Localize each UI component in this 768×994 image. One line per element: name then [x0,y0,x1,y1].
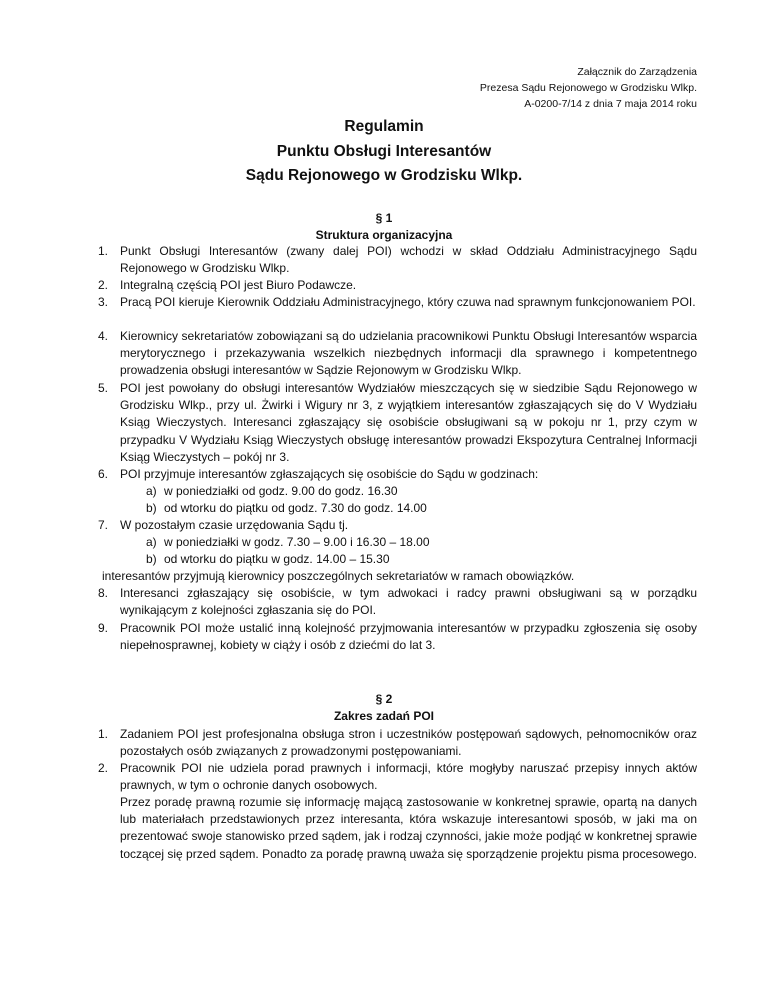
list-item [98,243,697,277]
sub-item [146,551,390,568]
item-text: Pracownik POI może ustalić inną kolejność przyjmowania interesantów w przypadku zgłoszenia się osoby niepełnosprawnej, kobiety w ciąży i osób z dziećmi do lat 3. [120,621,697,653]
item-text: W pozostałym czasie urzędowania Sądu tj. [120,518,349,532]
item-number: 2. [98,278,109,292]
item-number: 3. [98,295,109,309]
sub-item [146,534,430,551]
list-item [98,294,697,311]
section-symbol: § 1 [375,211,393,225]
sub-item-letter: b) [146,552,157,566]
list-item [98,277,697,294]
item-number: 1. [98,727,109,741]
sub-item [146,500,427,517]
item-text: Punkt Obsługi Interesantów (zwany dalej POI) wchodzi w skład Oddziału Administracyjnego Sądu Rejonowego w Grodzisku Wlkp. [120,244,697,276]
item-number: 7. [98,518,109,532]
item-text: POI jest powołany do obsługi interesantów Wydziałów mieszczących się w siedzibie Sądu Rejonowego w Grodzisku Wlkp., przy ul. Żwirki i Wigury nr 3, z wyjątkiem interesantów zgłaszających się do V Wydziału Ksiąg Wieczystych. Interesanci zgłaszający się osobiście obsługiwani są w pokoju nr 1, przy czym w przypadku V Wydziału Ksiąg Wieczystych obsługę interesantów prowadzi Ekspozytura Centralnej Informacji Ksiąg Wieczystych – pokój nr 3. [120,381,697,464]
item-text: Pracownik POI nie udziela porad prawnych i informacji, które mogłyby naruszać przepisy innych aktów prawnych, w tym o ochronie danych osobowych. [120,761,697,793]
title-line-1: Regulamin [344,118,424,135]
item-number: 4. [98,329,109,343]
item-2-continuation: Przez poradę prawną rozumie się informację mającą zastosowanie w konkretnej sprawie, opartą na danych lub materiałach przedstawionych przez interesanta, która wskazuje interesantowi sposób, w jaki ma on prezentować swoje stanowisko przed sądem, jak i rodzaj czynności, jakie może podjąć w konkretnej sprawie toczącej się przed sądem. Ponadto za poradę prawną uważa się sporządzenie projektu pisma procesowego. [120,795,697,861]
item-text: Interesanci zgłaszający się osobiście, w tym adwokaci i radcy prawni obsługiwani są w porządku wynikającym z kolejności zgłaszania się do POI. [120,586,697,618]
sub-item-letter: b) [146,501,157,515]
section-symbol: § 2 [375,692,393,706]
sub-item-text: od wtorku do piątku od godz. 7.30 do godz. 14.00 [164,501,427,515]
document-title [0,115,768,189]
sub-item-text: w poniedziałki od godz. 9.00 do godz. 16.30 [164,484,398,498]
list-item [98,726,697,760]
annex-note [480,64,697,112]
item-number: 1. [98,244,109,258]
item-text: POI przyjmuje interesantów zgłaszających się osobiście do Sądu w godzinach: [120,467,539,481]
section-heading: Zakres zadań POI [333,708,435,723]
item-7-continuation: interesantów przyjmują kierownicy poszczególnych sekretariatów w ramach obowiązków. [102,569,575,583]
item-text: Pracą POI kieruje Kierownik Oddziału Administracyjnego, który czuwa nad sprawnym funkcjonowaniem POI. [120,295,696,309]
item-number: 6. [98,467,109,481]
sub-item-text: w poniedziałki w godz. 7.30 – 9.00 i 16.30 – 18.00 [164,535,430,549]
list-item [98,585,697,619]
item-number: 8. [98,586,109,600]
section-heading: Struktura organizacyjna [315,227,453,242]
sub-item [146,483,398,500]
annex-line-1: Załącznik do Zarządzenia [577,66,697,78]
item-number: 9. [98,621,109,635]
item-text: Zadaniem POI jest profesjonalna obsługa stron i uczestników postępowań sądowych, pełnomocników oraz pozostałych osób związanych z prowadzonymi postępowaniami. [120,727,697,759]
list-item [98,517,697,534]
sub-item-letter: a) [146,535,157,549]
annex-line-3: A-0200-7/14 z dnia 7 maja 2014 roku [524,98,697,110]
title-line-3: Sądu Rejonowego w Grodzisku Wlkp. [245,167,523,184]
list-item [98,380,697,466]
item-number: 5. [98,381,109,395]
item-text: Kierownicy sekretariatów zobowiązani są do udzielania pracownikowi Punktu Obsługi Interesantów wsparcia merytorycznego i przekazywania wszelkich niezbędnych informacji dla sprawnego i kompetentnego prowadzenia obsługi interesantów w Sądzie Rejonowym w Grodzisku Wlkp. [120,329,697,378]
sub-item-letter: a) [146,484,157,498]
list-item [98,328,697,380]
list-item [98,620,697,654]
list-item [98,760,697,794]
sub-item-text: od wtorku do piątku w godz. 14.00 – 15.30 [164,552,390,566]
list-item [98,466,697,483]
annex-line-2: Prezesa Sądu Rejonowego w Grodzisku Wlkp. [479,82,697,94]
section-2-header [0,691,768,724]
section-1-header [0,210,768,243]
item-text: Integralną częścią POI jest Biuro Podawcze. [120,278,357,292]
item-number: 2. [98,761,109,775]
title-line-2: Punktu Obsługi Interesantów [276,142,492,160]
